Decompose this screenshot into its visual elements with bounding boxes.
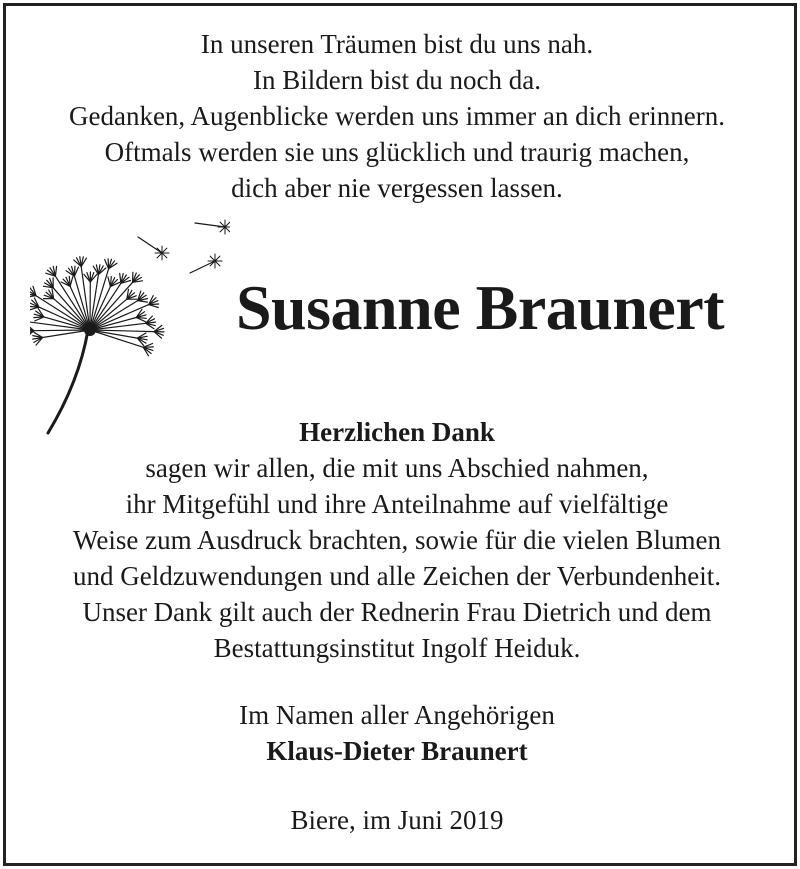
signature-name: Klaus-Dieter Braunert — [266, 736, 528, 766]
poem-line: Oftmals werden sie uns glücklich und traurig machen, — [104, 137, 690, 167]
poem-line: In Bildern bist du noch da. — [253, 65, 541, 95]
thanks-line: Unser Dank gilt auch der Rednerin Frau Dietrich und dem — [82, 597, 712, 627]
thanks-section — [0, 414, 794, 666]
thanks-line: ihr Mitgefühl und ihre Anteilnahme auf vielfältige — [125, 489, 669, 519]
memorial-poem — [0, 26, 794, 206]
thanks-line: sagen wir allen, die mit uns Abschied nahmen, — [145, 453, 649, 483]
poem-line: dich aber nie vergessen lassen. — [231, 173, 563, 203]
poem-line: In unseren Träumen bist du uns nah. — [200, 29, 594, 59]
thanks-heading: Herzlichen Dank — [299, 417, 495, 447]
signature-intro: Im Namen aller Angehörigen — [239, 700, 555, 730]
thanks-line: Bestattungsinstitut Ingolf Heiduk. — [213, 633, 581, 663]
thanks-line: und Geldzuwendungen und alle Zeichen der Verbundenheit. — [72, 561, 722, 591]
poem-line: Gedanken, Augenblicke werden uns immer an dich erinnern. — [68, 101, 726, 131]
signature-block — [0, 697, 794, 769]
place-date: Biere, im Juni 2019 — [290, 805, 504, 835]
thanks-line: Weise zum Ausdruck brachten, sowie für die vielen Blumen — [73, 525, 721, 555]
deceased-name: Susanne Braunert — [235, 272, 725, 343]
